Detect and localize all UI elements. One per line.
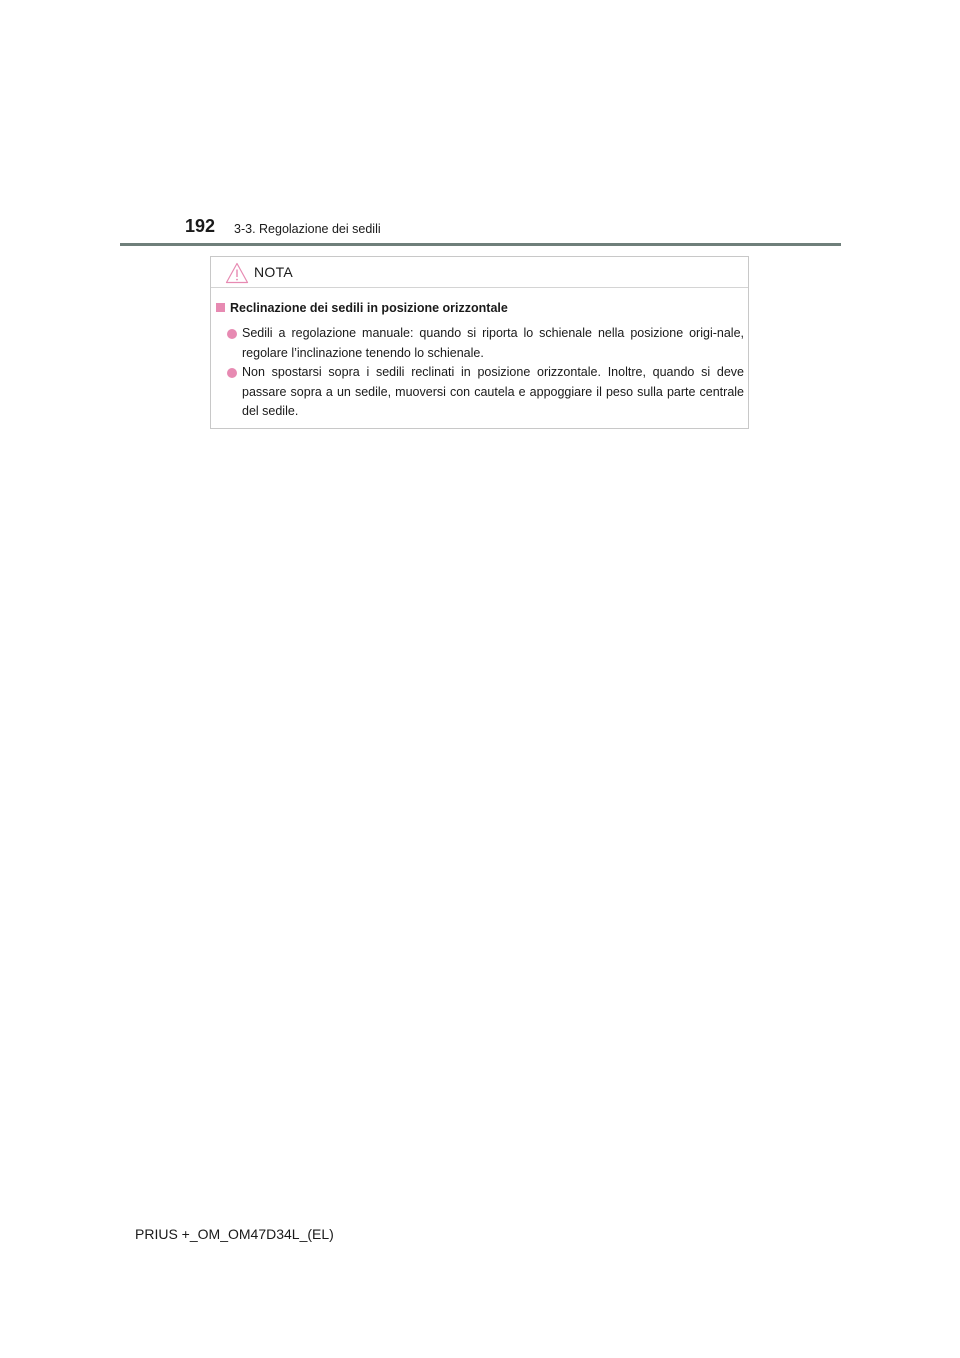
notice-box [210, 256, 749, 429]
square-bullet-icon [216, 303, 225, 312]
list-item-text: Non spostarsi sopra i sedili reclinati in posizione orizzontale. Inoltre, quando si deve passare sopra a un sedile, muoversi con cautela e appoggiare il peso sulla parte centrale del sedile. [242, 365, 744, 418]
list-item [227, 324, 744, 363]
list-item-text: Sedili a regolazione manuale: quando si riporta lo schienale nella posizione origi-nale, regolare l’inclinazione tenendo lo schienale. [242, 326, 744, 360]
list-item [227, 363, 744, 422]
header-rule [120, 243, 841, 246]
notice-label: NOTA [254, 264, 294, 280]
warning-triangle-icon [225, 262, 249, 284]
round-bullet-icon [227, 368, 237, 378]
round-bullet-icon [227, 329, 237, 339]
page-number: 192 [185, 216, 216, 236]
notice-subheading-text: Reclinazione dei sedili in posizione orizzontale [230, 301, 508, 315]
notice-subheading [216, 301, 508, 315]
notice-header [211, 257, 748, 288]
section-title: 3-3. Regolazione dei sedili [234, 222, 381, 236]
document-code: PRIUS +_OM_OM47D34L_(EL) [135, 1226, 334, 1242]
